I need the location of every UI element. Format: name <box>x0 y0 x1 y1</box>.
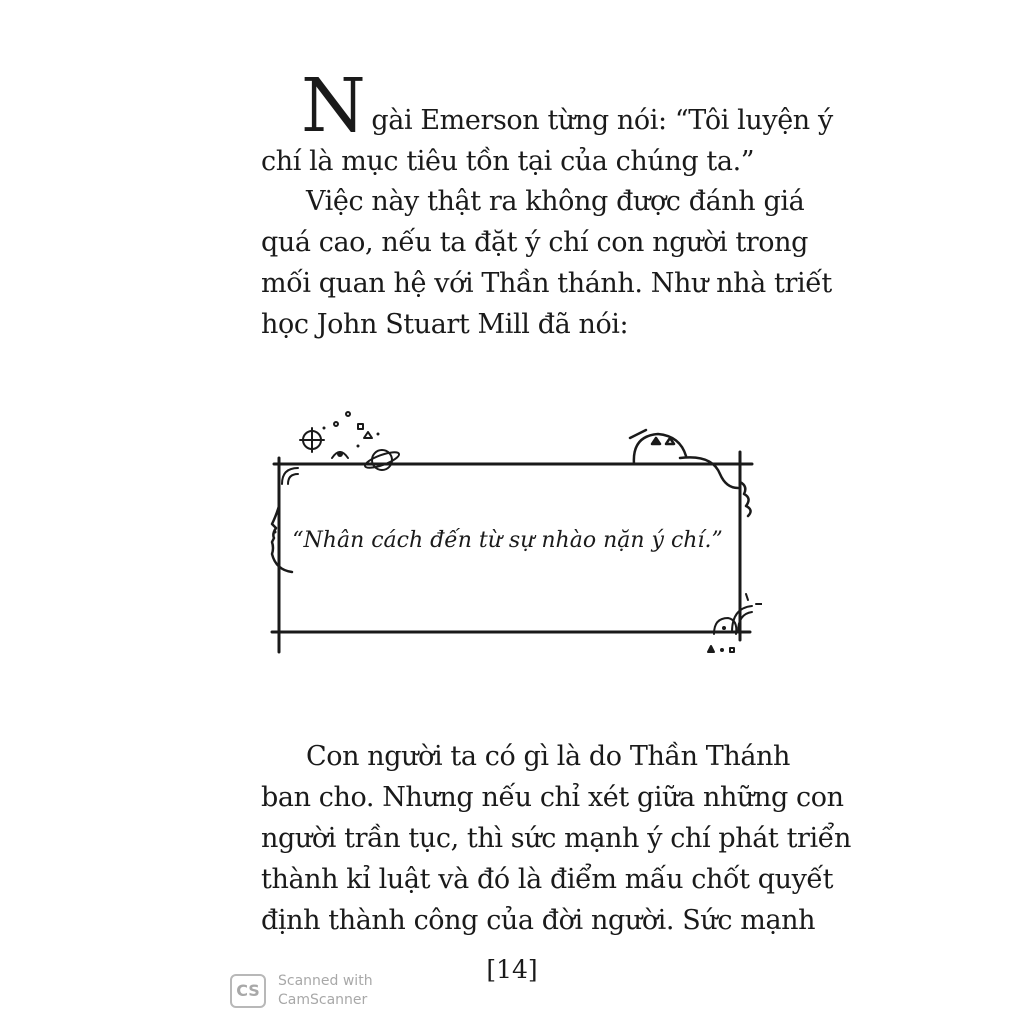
space-doodle-icon <box>300 412 401 471</box>
page-number: [14] <box>486 955 538 984</box>
camscanner-logo-icon: CS <box>230 974 266 1008</box>
paragraph-line: định thành công của đời người. Sức mạnh <box>261 905 816 936</box>
paragraph-line: ban cho. Nhưng nếu chỉ xét giữa những con <box>261 782 844 813</box>
paragraph-line: mối quan hệ với Thần thánh. Như nhà triết <box>261 268 832 299</box>
paragraph-line: Con người ta có gì là do Thần Thánh <box>306 741 791 772</box>
scanner-line-1: Scanned with <box>278 973 373 989</box>
paragraph-willpower <box>261 736 851 941</box>
rainbow-doodle-icon <box>282 468 298 484</box>
paragraph-line: chí là mục tiêu tồn tại của chúng ta.” <box>261 146 755 177</box>
framed-quote: “Nhân cách đến từ sự nhào nặn ý chí.” <box>292 528 723 553</box>
paragraph-line: người trần tục, thì sức mạnh ý chí phát triển <box>261 823 851 854</box>
paragraph-line: Việc này thật ra không được đánh giá <box>306 186 805 217</box>
paragraph-line: thành kỉ luật và đó là điểm mấu chốt quyết <box>261 864 834 895</box>
scanner-line-2: CamScanner <box>278 992 368 1008</box>
paragraph-emerson-quote <box>261 63 833 182</box>
paragraph-line: quá cao, nếu ta đặt ý chí con người trong <box>261 227 809 258</box>
paragraph-line: học John Stuart Mill đã nói: <box>261 309 629 340</box>
paragraph-line: gài Emerson từng nói: “Tôi luyện ý <box>371 105 833 136</box>
corner-doodle-icon <box>708 594 762 652</box>
bird-doodle-icon <box>630 430 751 516</box>
drop-cap: N <box>301 63 366 149</box>
scanner-watermark-text <box>278 972 418 1010</box>
paragraph-john-stuart-mill <box>261 181 832 345</box>
